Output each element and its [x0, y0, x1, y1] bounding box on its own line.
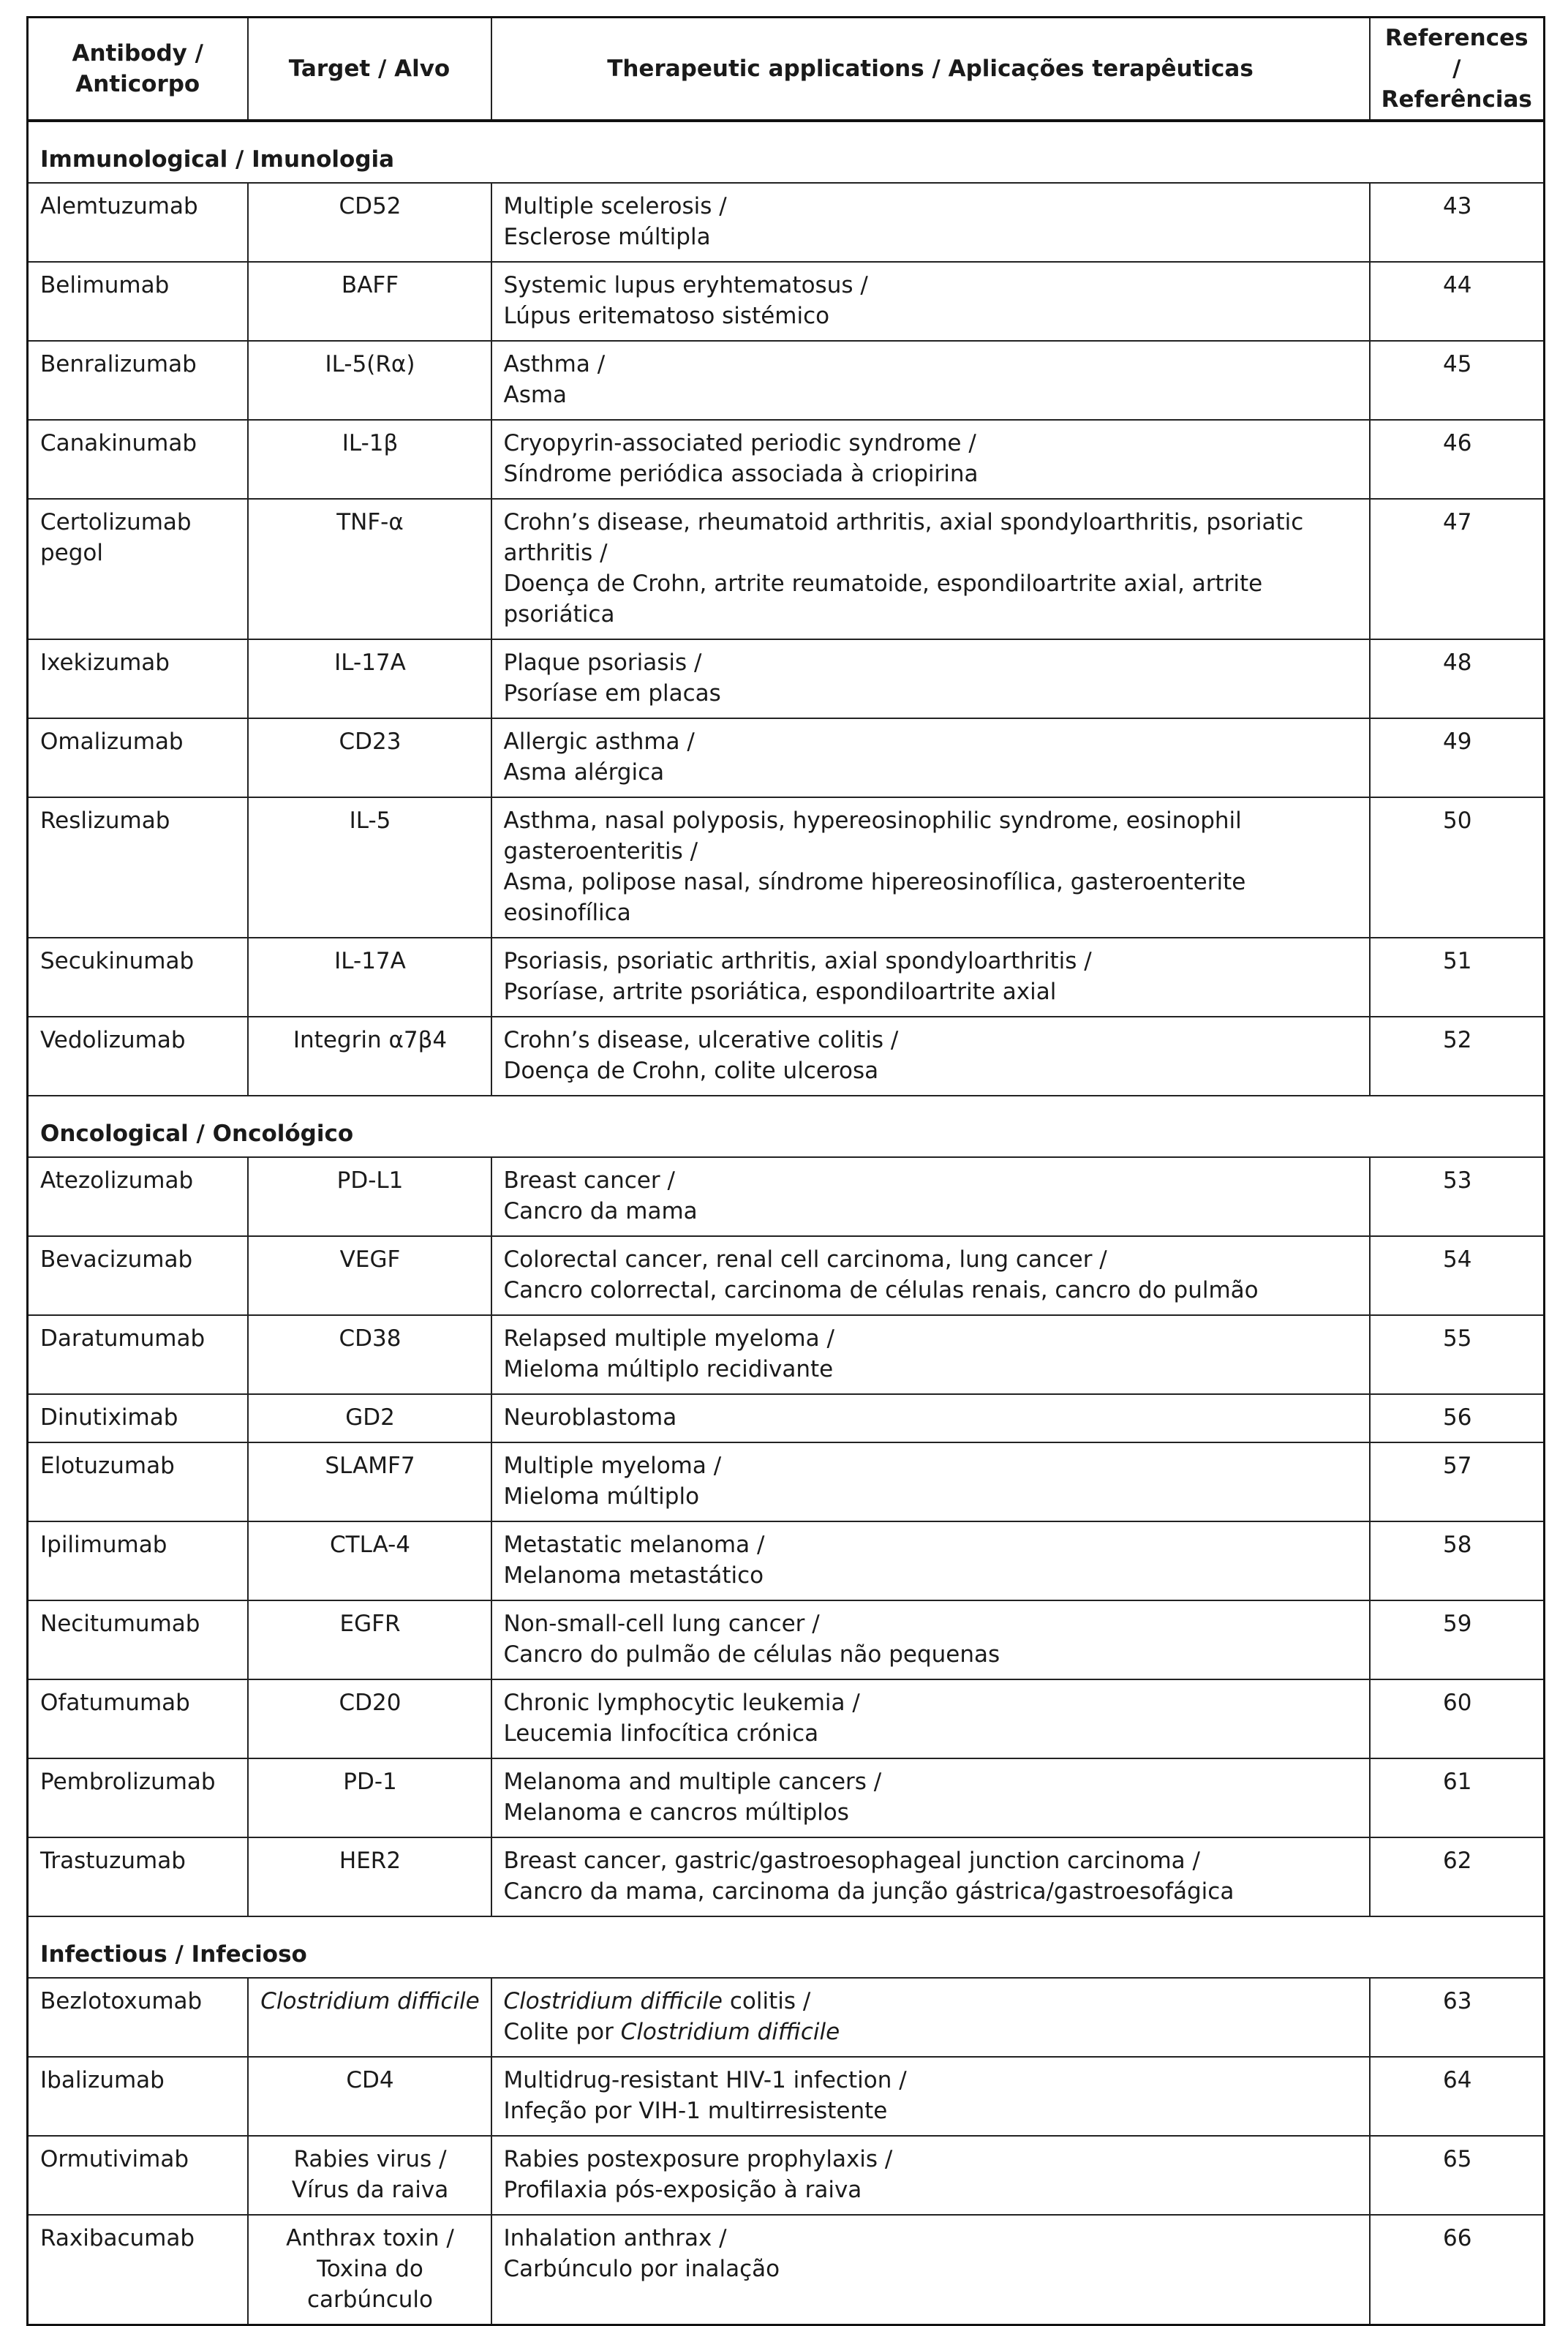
- application-line: Chronic lymphocytic leukemia /: [503, 1690, 860, 1716]
- table-row: [28, 1157, 1545, 1236]
- target-name: TNF-α: [336, 509, 404, 535]
- antibody-cell: [28, 1157, 248, 1236]
- target-cell: [248, 1315, 491, 1394]
- section-title: Immunological / Imunologia: [28, 121, 1545, 183]
- table-row: [28, 1679, 1545, 1758]
- target-cell: [248, 797, 491, 938]
- table-row: [28, 1837, 1545, 1916]
- application-line: Neuroblastoma: [503, 1404, 677, 1431]
- antibody-cell: [28, 262, 248, 341]
- application-line: Melanoma metastático: [503, 1562, 764, 1589]
- antibody-cell: [28, 183, 248, 262]
- applications-cell: [491, 2057, 1370, 2136]
- target-cell: [248, 1442, 491, 1521]
- antibody-name: Belimumab: [40, 272, 170, 298]
- antibody-name: Atezolizumab: [40, 1167, 194, 1194]
- reference-cell: 58: [1370, 1521, 1545, 1600]
- table-row: [28, 420, 1545, 499]
- applications-cell: [491, 183, 1370, 262]
- table-row: [28, 183, 1545, 262]
- antibody-name: Daratumumab: [40, 1325, 206, 1352]
- antibody-cell: [28, 1758, 248, 1837]
- header-target: Target / Alvo: [248, 18, 491, 121]
- application-line: gasteroenteritis /: [503, 838, 698, 865]
- target-name: VEGF: [339, 1246, 401, 1273]
- reference-cell: 54: [1370, 1236, 1545, 1315]
- applications-cell: [491, 499, 1370, 639]
- antibody-name: Benralizumab: [40, 351, 197, 377]
- target-name: CTLA-4: [330, 1532, 410, 1558]
- target-name: IL-5(Rα): [325, 351, 415, 377]
- antibody-cell: [28, 1394, 248, 1442]
- applications-cell: [491, 1315, 1370, 1394]
- header-antibody: [28, 18, 248, 121]
- application-line: Cancro da mama, carcinoma da junção gástrica/gastroesofágica: [503, 1878, 1235, 1905]
- application-line: Psoríase, artrite psoriática, espondiloartrite axial: [503, 979, 1057, 1005]
- applications-cell: [491, 2136, 1370, 2215]
- target-name: Anthrax toxin /: [286, 2225, 454, 2251]
- target-name: [260, 1986, 480, 2017]
- antibody-name: Canakinumab: [40, 430, 197, 456]
- table-header: [28, 18, 1545, 121]
- application-line: Cancro do pulmão de células não pequenas: [503, 1641, 1000, 1668]
- antibody-name: Reslizumab: [40, 808, 170, 834]
- section-row: [28, 121, 1545, 183]
- application-line: Asma, polipose nasal, síndrome hipereosinofílica, gasteroenterite eosinofílica: [503, 869, 1246, 926]
- application-line: Systemic lupus eryhtematosus /: [503, 272, 868, 298]
- application-line: Asthma /: [503, 351, 606, 377]
- application-line: Multidrug-resistant HIV-1 infection /: [503, 2067, 907, 2093]
- antibody-name: Ipilimumab: [40, 1532, 167, 1558]
- antibody-name: Elotuzumab: [40, 1453, 175, 1479]
- target-cell: [248, 1521, 491, 1600]
- antibody-name: pegol: [40, 540, 104, 566]
- antibody-name: Bezlotoxumab: [40, 1988, 203, 2014]
- header-references-line: Referências: [1381, 86, 1532, 113]
- application-line: Breast cancer, gastric/gastroesophageal junction carcinoma /: [503, 1848, 1200, 1874]
- header-antibody-line: Anticorpo: [75, 71, 200, 97]
- antibody-table: [26, 16, 1545, 2326]
- antibody-name: Raxibacumab: [40, 2225, 195, 2251]
- antibody-cell: [28, 1600, 248, 1679]
- table-row: [28, 2215, 1545, 2325]
- reference-cell: 55: [1370, 1315, 1545, 1394]
- target-cell: [248, 1394, 491, 1442]
- target-cell: [248, 1758, 491, 1837]
- applications-cell: [491, 262, 1370, 341]
- application-line: Asma alérgica: [503, 759, 665, 786]
- applications-cell: [491, 1978, 1370, 2057]
- application-line: Mieloma múltiplo: [503, 1483, 700, 1510]
- application-line: Síndrome periódica associada à criopirina: [503, 461, 979, 487]
- reference-cell: 51: [1370, 938, 1545, 1017]
- target-name: EGFR: [339, 1611, 401, 1637]
- target-cell: [248, 183, 491, 262]
- application-line: Carbúnculo por inalação: [503, 2256, 780, 2282]
- target-name: IL-17A: [334, 650, 406, 676]
- target-name: IL-17A: [334, 948, 406, 974]
- reference-cell: 57: [1370, 1442, 1545, 1521]
- application-line: Plaque psoriasis /: [503, 650, 702, 676]
- table-row: [28, 938, 1545, 1017]
- target-cell: [248, 2136, 491, 2215]
- reference-cell: 64: [1370, 2057, 1545, 2136]
- target-cell: [248, 1236, 491, 1315]
- target-name-italic: Clostridium difficile: [260, 1988, 480, 2014]
- applications-cell: [491, 639, 1370, 718]
- target-cell: [248, 1978, 491, 2057]
- target-name: HER2: [339, 1848, 402, 1874]
- target-name: IL-5: [349, 808, 391, 834]
- target-name: Rabies virus /: [293, 2146, 447, 2172]
- target-cell: [248, 1600, 491, 1679]
- reference-cell: 59: [1370, 1600, 1545, 1679]
- application-italic: Clostridium difficile: [620, 2019, 840, 2045]
- header-references-line: References /: [1384, 25, 1529, 82]
- applications-cell: [491, 1758, 1370, 1837]
- reference-cell: 46: [1370, 420, 1545, 499]
- applications-cell: [491, 1236, 1370, 1315]
- table-row: [28, 1442, 1545, 1521]
- application-line: Crohn’s disease, ulcerative colitis /: [503, 1027, 899, 1053]
- target-name: Vírus da raiva: [291, 2177, 449, 2203]
- reference-cell: 52: [1370, 1017, 1545, 1096]
- reference-cell: 60: [1370, 1679, 1545, 1758]
- reference-cell: 66: [1370, 2215, 1545, 2325]
- table-row: [28, 499, 1545, 639]
- table-row: [28, 2057, 1545, 2136]
- applications-cell: [491, 341, 1370, 420]
- antibody-cell: [28, 1315, 248, 1394]
- table-row: [28, 1521, 1545, 1600]
- antibody-cell: [28, 1236, 248, 1315]
- target-name: CD38: [339, 1325, 402, 1352]
- target-name: IL-1β: [342, 430, 399, 456]
- section-row: [28, 1916, 1545, 1978]
- section-title: Oncological / Oncológico: [28, 1096, 1545, 1157]
- application-line: Esclerose múltipla: [503, 224, 711, 250]
- application-line: Cancro colorrectal, carcinoma de células renais, cancro do pulmão: [503, 1277, 1259, 1303]
- header-applications: Therapeutic applications / Aplicações terapêuticas: [491, 18, 1370, 121]
- antibody-name: Bevacizumab: [40, 1246, 193, 1273]
- header-references: [1370, 18, 1545, 121]
- application-line: Crohn’s disease, rheumatoid arthritis, axial spondyloarthritis, psoriatic arthritis /: [503, 509, 1304, 566]
- antibody-cell: [28, 797, 248, 938]
- antibody-name: Pembrolizumab: [40, 1769, 216, 1795]
- table-row: [28, 2136, 1545, 2215]
- target-name: SLAMF7: [325, 1453, 415, 1479]
- reference-cell: 53: [1370, 1157, 1545, 1236]
- antibody-name: Ormutivimab: [40, 2146, 189, 2172]
- reference-cell: 49: [1370, 718, 1545, 797]
- antibody-name: Trastuzumab: [40, 1848, 186, 1874]
- target-cell: [248, 2215, 491, 2325]
- applications-cell: [491, 938, 1370, 1017]
- table-row: [28, 797, 1545, 938]
- antibody-cell: [28, 420, 248, 499]
- applications-cell: [491, 1600, 1370, 1679]
- applications-cell: [491, 797, 1370, 938]
- target-name: carbúnculo: [306, 2287, 434, 2313]
- target-name: Integrin α7β4: [293, 1027, 448, 1053]
- application-line: Profilaxia pós-exposição à raiva: [503, 2177, 862, 2203]
- applications-cell: [491, 718, 1370, 797]
- target-name: BAFF: [341, 272, 399, 298]
- table-row: [28, 341, 1545, 420]
- application-line: Asthma, nasal polyposis, hypereosinophilic syndrome, eosinophil: [503, 808, 1242, 834]
- antibody-name: Dinutiximab: [40, 1404, 178, 1431]
- antibody-name: Ibalizumab: [40, 2067, 165, 2093]
- target-cell: [248, 938, 491, 1017]
- applications-cell: [491, 1837, 1370, 1916]
- target-cell: [248, 1837, 491, 1916]
- application-line: Lúpus eritematoso sistémico: [503, 303, 830, 329]
- target-name: CD23: [339, 729, 402, 755]
- applications-cell: [491, 1017, 1370, 1096]
- antibody-cell: [28, 639, 248, 718]
- table-row: [28, 1236, 1545, 1315]
- reference-cell: 65: [1370, 2136, 1545, 2215]
- application-line: Cryopyrin-associated periodic syndrome /: [503, 430, 976, 456]
- antibody-name: Ofatumumab: [40, 1690, 190, 1716]
- reference-cell: 63: [1370, 1978, 1545, 2057]
- application-line: Mieloma múltiplo recidivante: [503, 1356, 834, 1382]
- antibody-cell: [28, 1442, 248, 1521]
- reference-cell: 48: [1370, 639, 1545, 718]
- antibody-cell: [28, 2215, 248, 2325]
- applications-cell: [491, 1679, 1370, 1758]
- application-line: Cancro da mama: [503, 1198, 698, 1224]
- applications-cell: [491, 2215, 1370, 2325]
- table-row: [28, 718, 1545, 797]
- application-line: Inhalation anthrax /: [503, 2225, 727, 2251]
- table-row: [28, 262, 1545, 341]
- application-line: Psoríase em placas: [503, 680, 721, 707]
- reference-cell: 43: [1370, 183, 1545, 262]
- target-name: CD4: [346, 2067, 394, 2093]
- antibody-cell: [28, 2057, 248, 2136]
- application-line: Clostridium difficile colitis /: [503, 1988, 811, 2014]
- table-row: [28, 1600, 1545, 1679]
- target-name: Toxina do: [317, 2256, 423, 2282]
- target-cell: [248, 341, 491, 420]
- application-line: Multiple scelerosis /: [503, 193, 727, 219]
- target-name: GD2: [345, 1404, 395, 1431]
- applications-cell: [491, 1521, 1370, 1600]
- table-row: [28, 1017, 1545, 1096]
- application-line: Psoriasis, psoriatic arthritis, axial spondyloarthritis /: [503, 948, 1092, 974]
- table-row: [28, 1758, 1545, 1837]
- application-line: Melanoma e cancros múltiplos: [503, 1799, 849, 1826]
- application-line: Leucemia linfocítica crónica: [503, 1720, 819, 1747]
- antibody-name: Necitumumab: [40, 1611, 200, 1637]
- reference-cell: 56: [1370, 1394, 1545, 1442]
- antibody-name: Secukinumab: [40, 948, 195, 974]
- reference-cell: 50: [1370, 797, 1545, 938]
- reference-cell: 44: [1370, 262, 1545, 341]
- target-cell: [248, 2057, 491, 2136]
- target-cell: [248, 499, 491, 639]
- antibody-cell: [28, 1978, 248, 2057]
- application-line: Infeção por VIH-1 multirresistente: [503, 2098, 888, 2124]
- antibody-cell: [28, 499, 248, 639]
- target-cell: [248, 1679, 491, 1758]
- table-row: [28, 639, 1545, 718]
- application-line: Relapsed multiple myeloma /: [503, 1325, 834, 1352]
- antibody-cell: [28, 2136, 248, 2215]
- application-italic: Clostridium difficile: [503, 1988, 723, 2014]
- application-line: Metastatic melanoma /: [503, 1532, 765, 1558]
- applications-cell: [491, 1157, 1370, 1236]
- target-cell: [248, 1017, 491, 1096]
- section-title: Infectious / Infecioso: [28, 1916, 1545, 1978]
- application-line: Melanoma and multiple cancers /: [503, 1769, 882, 1795]
- reference-cell: 45: [1370, 341, 1545, 420]
- target-name: PD-L1: [336, 1167, 404, 1194]
- reference-cell: 61: [1370, 1758, 1545, 1837]
- application-line: Colorectal cancer, renal cell carcinoma, lung cancer /: [503, 1246, 1107, 1273]
- antibody-cell: [28, 718, 248, 797]
- reference-cell: 47: [1370, 499, 1545, 639]
- target-cell: [248, 639, 491, 718]
- target-cell: [248, 420, 491, 499]
- applications-cell: [491, 1442, 1370, 1521]
- target-name: CD20: [339, 1690, 402, 1716]
- antibody-name: Certolizumab: [40, 509, 192, 535]
- application-line: Doença de Crohn, artrite reumatoide, espondiloartrite axial, artrite psoriática: [503, 571, 1263, 628]
- application-line: Non-small-cell lung cancer /: [503, 1611, 820, 1637]
- target-cell: [248, 1157, 491, 1236]
- application-line: Asma: [503, 382, 568, 408]
- antibody-name: Omalizumab: [40, 729, 184, 755]
- target-cell: [248, 262, 491, 341]
- table-row: [28, 1394, 1545, 1442]
- header-row: [28, 18, 1545, 121]
- antibody-cell: [28, 1521, 248, 1600]
- application-line: Breast cancer /: [503, 1167, 675, 1194]
- antibody-name: Ixekizumab: [40, 650, 170, 676]
- application-line: Doença de Crohn, colite ulcerosa: [503, 1058, 879, 1084]
- applications-cell: [491, 1394, 1370, 1442]
- antibody-name: Vedolizumab: [40, 1027, 186, 1053]
- reference-cell: 62: [1370, 1837, 1545, 1916]
- table-body: [28, 121, 1545, 2325]
- header-antibody-line: Antibody /: [72, 40, 203, 67]
- antibody-name: Alemtuzumab: [40, 193, 198, 219]
- application-line: Colite por Clostridium difficile: [503, 2019, 840, 2045]
- application-line: Allergic asthma /: [503, 729, 695, 755]
- section-row: [28, 1096, 1545, 1157]
- target-name: PD-1: [343, 1769, 397, 1795]
- antibody-cell: [28, 1837, 248, 1916]
- application-line: Multiple myeloma /: [503, 1453, 722, 1479]
- target-name: CD52: [339, 193, 402, 219]
- antibody-cell: [28, 341, 248, 420]
- table-row: [28, 1315, 1545, 1394]
- antibody-cell: [28, 1017, 248, 1096]
- application-line: Rabies postexposure prophylaxis /: [503, 2146, 893, 2172]
- applications-cell: [491, 420, 1370, 499]
- antibody-cell: [28, 1679, 248, 1758]
- table-row: [28, 1978, 1545, 2057]
- antibody-cell: [28, 938, 248, 1017]
- target-cell: [248, 718, 491, 797]
